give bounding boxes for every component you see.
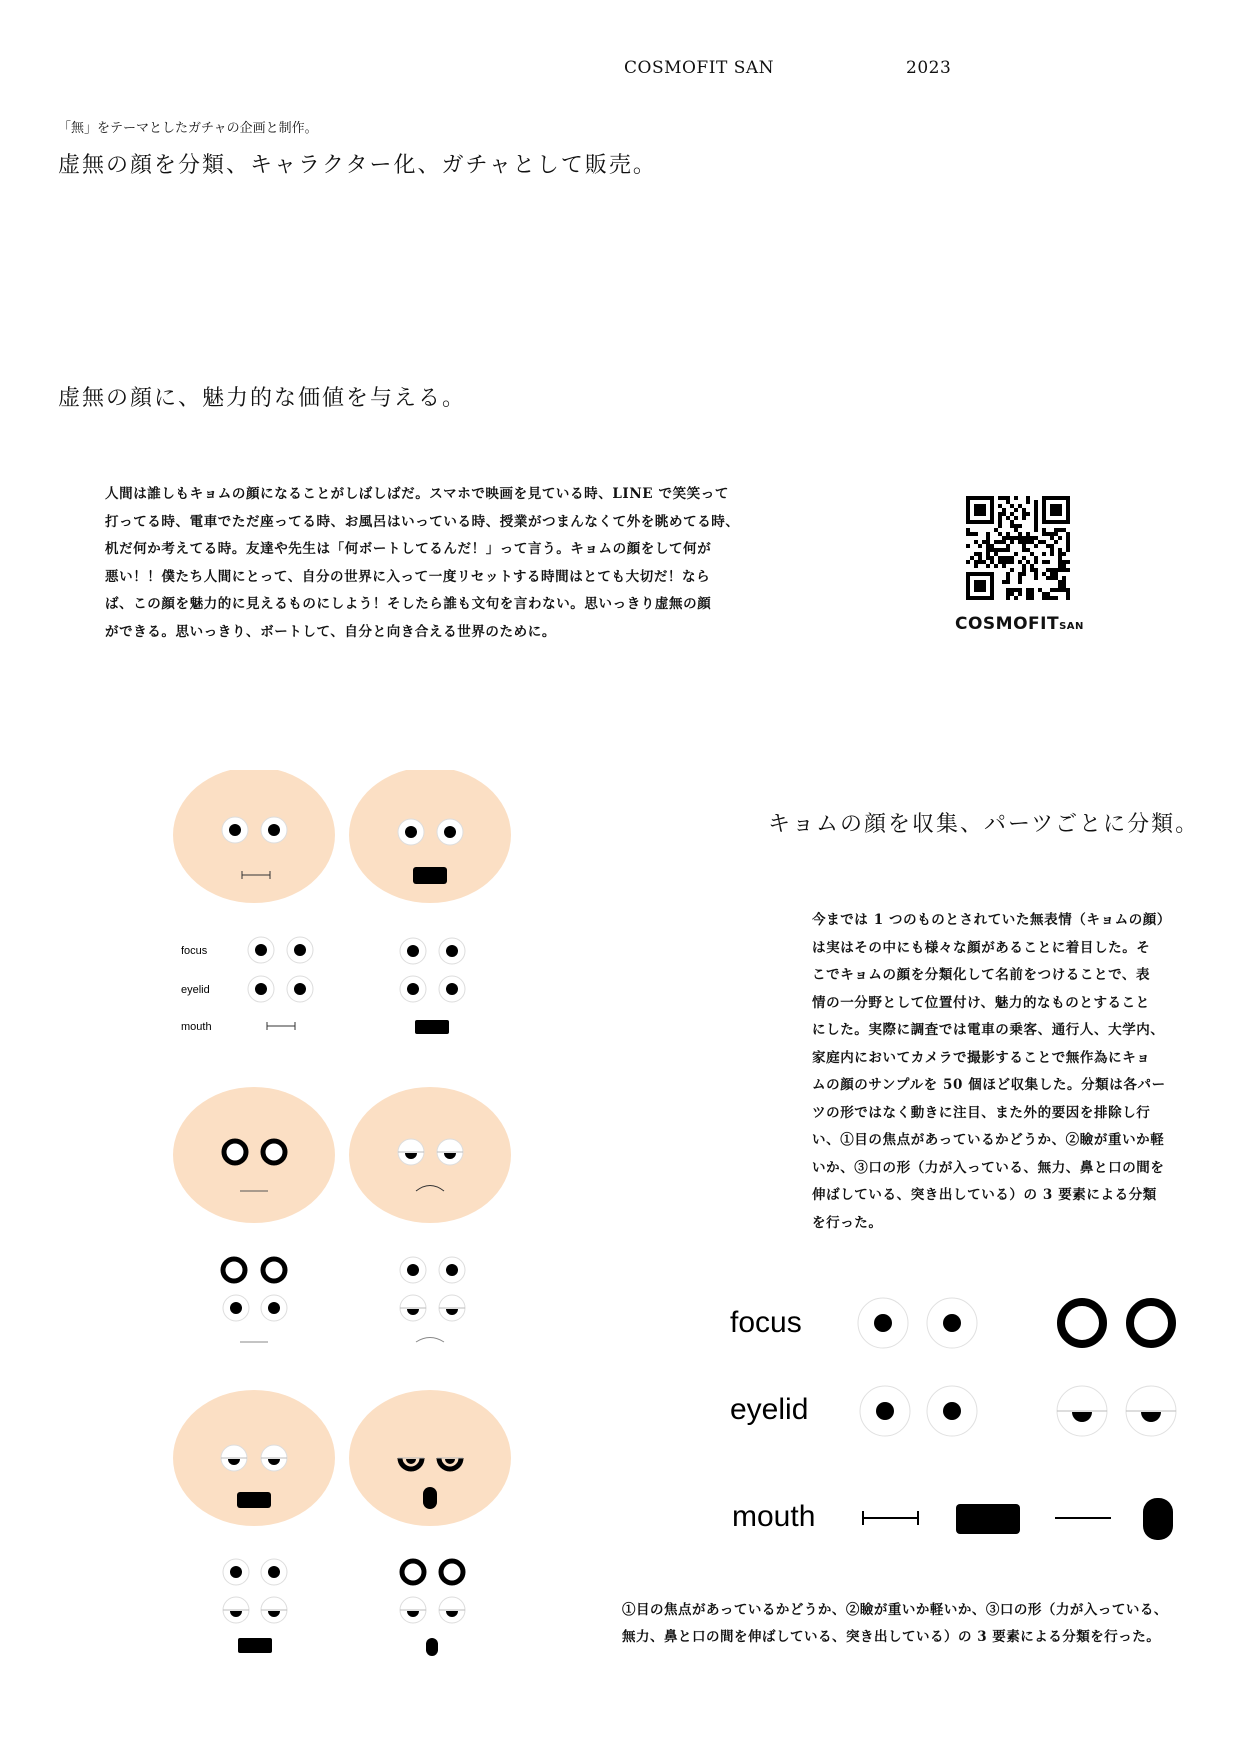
footer-line: 無力、鼻と口の間を伸ばしている、突き出している）の 3 要素による分類を行った。: [622, 1629, 1161, 1645]
intro-small: 「無」をテーマとしたガチャの企画と制作。: [58, 121, 318, 136]
faces-illustration: [150, 770, 530, 1670]
paragraph-line: 家庭内においてカメラで撮影することで無作為にキョ: [812, 1049, 1151, 1066]
paragraph-line: ツの形ではなく動きに注目、また外的要因を排除し行: [812, 1104, 1151, 1121]
section2-paragraph: [812, 907, 1192, 1237]
paragraph-line: 情の一分野として位置付け、魅力的なものとすること: [812, 994, 1150, 1011]
year: 2023: [906, 58, 952, 78]
section2-heading: キョムの顔を収集、パーツごとに分類。: [768, 812, 1200, 837]
legend-label-mouth: mouth: [732, 1500, 816, 1533]
footer-line: ①目の焦点があっているかどうか、②瞼が重いか軽いか、③口の形（力が入っている、: [622, 1602, 1168, 1618]
paragraph-line: は実はその中にも様々な顔があることに着目した。そ: [812, 939, 1151, 956]
paragraph-line: い、①目の焦点があっているかどうか、②瞼が重いか軽: [812, 1132, 1165, 1148]
section1-heading: 虚無の顔に、魅力的な価値を与える。: [58, 386, 467, 411]
face-4: [349, 1087, 511, 1223]
paragraph-line: いか、③口の形（力が入っている、無力、鼻と口の間を: [812, 1159, 1165, 1176]
paragraph-line: 伸ばしている、突き出している）の 3 要素による分類: [812, 1187, 1157, 1203]
face-3: [173, 1087, 335, 1223]
face-1: [173, 770, 335, 903]
paragraph-line: こでキョムの顔を分類化して名前をつけることで、表: [812, 967, 1151, 983]
paragraph-line: 机だ何か考えてる時。友達や先生は「何ボートしてるんだ！」って言う。キョムの顔をして何が: [105, 541, 712, 557]
paragraph-line: にした。実際に調査では電車の乗客、通行人、大学内、: [812, 1022, 1165, 1038]
paragraph-line: 人間は誰しもキョムの顔になることがしばしばだ。スマホで映画を見ている時、LINE で笑笑って: [105, 486, 729, 502]
paragraph-line: を行った。: [812, 1214, 883, 1231]
qr-label: [955, 614, 1084, 634]
classification-legend: [730, 1290, 1200, 1550]
paragraph-line: ができる。思いっきり、ボートして、自分と向き合える世界のために。: [105, 623, 556, 640]
footer-note: [622, 1597, 1222, 1651]
paragraph-line: 打ってる時、電車でただ座ってる時、お風呂はいっている時、授業がつまんなくて外を眺めてる時、: [105, 513, 740, 530]
section1-paragraph: [105, 481, 785, 646]
face1-label-eyelid: eyelid: [181, 984, 210, 996]
brand-name: COSMOFIT SAN: [624, 58, 774, 78]
qr-label-small: SAN: [1059, 621, 1084, 632]
paragraph-line: ムの顔のサンプルを 50 個ほど収集した。分類は各パー: [812, 1077, 1166, 1093]
face1-label-mouth: mouth: [181, 1021, 212, 1033]
face-2: [349, 770, 511, 903]
paragraph-line: ば、この顔を魅力的に見えるものにしよう！そしたら誰も文句を言わない。思いっきり虚無の顔: [105, 596, 712, 612]
face-5: [173, 1390, 335, 1526]
legend-label-focus: focus: [730, 1306, 802, 1339]
qr-code[interactable]: [966, 496, 1070, 600]
legend-label-eyelid: eyelid: [730, 1393, 809, 1426]
qr-label-main: COSMOFIT: [955, 614, 1060, 634]
face-6: [349, 1390, 511, 1526]
intro-title: 虚無の顔を分類、キャラクター化、ガチャとして販売。: [58, 153, 657, 178]
paragraph-line: 今までは 1 つのものとされていた無表情（キョムの顔）: [812, 912, 1171, 928]
face1-label-focus: focus: [181, 945, 208, 957]
paragraph-line: 悪い！！僕たち人間にとって、自分の世界に入って一度リセットする時間はとても大切だ！なら: [105, 568, 711, 585]
